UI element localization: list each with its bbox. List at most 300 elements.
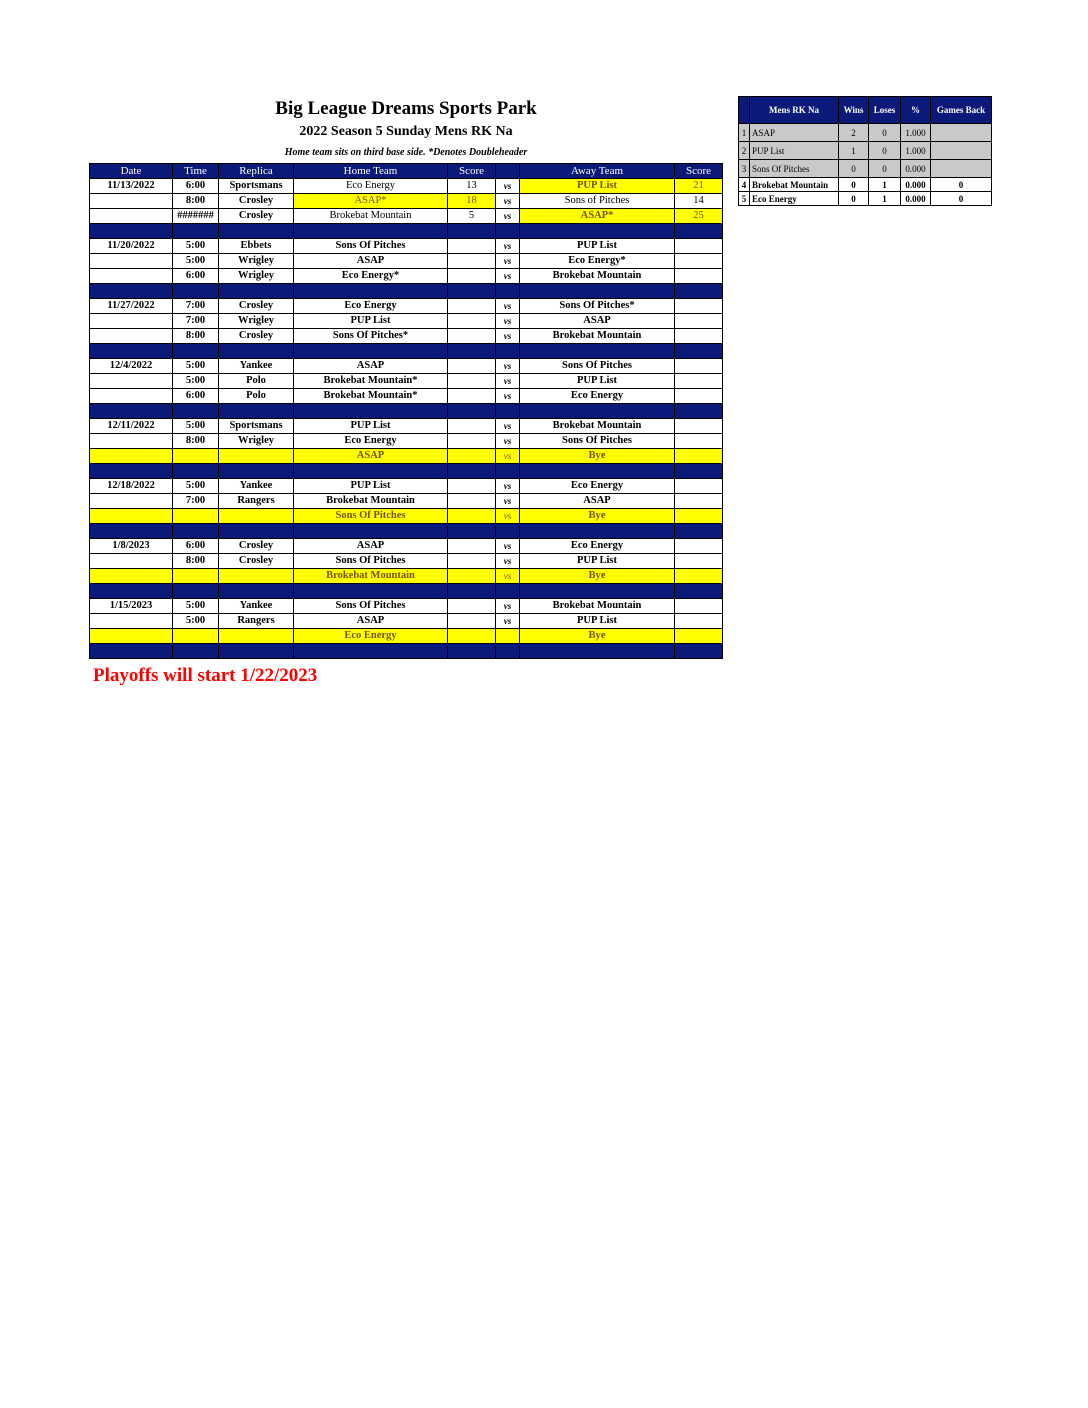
home-score <box>448 554 496 569</box>
away-team: PUP List <box>520 374 675 389</box>
game-field: Crosley <box>219 554 294 569</box>
home-team: Sons Of Pitches <box>294 239 448 254</box>
game-date: 11/20/2022 <box>90 239 173 254</box>
away-team: Sons Of Pitches <box>520 434 675 449</box>
col-header-away-team: Away Team <box>520 164 675 179</box>
vs-label: vs <box>496 179 520 194</box>
game-time: 6:00 <box>173 179 219 194</box>
game-field: Sportsmans <box>219 419 294 434</box>
home-score <box>448 299 496 314</box>
separator-cell <box>520 224 675 239</box>
standings-header-rank <box>739 97 750 124</box>
separator-cell <box>219 224 294 239</box>
separator-cell <box>496 464 520 479</box>
vs-label: vs <box>496 374 520 389</box>
game-date: 11/13/2022 <box>90 179 173 194</box>
week-separator <box>90 404 723 419</box>
home-score: 5 <box>448 209 496 224</box>
col-header-away-score: Score <box>675 164 723 179</box>
away-team: Sons Of Pitches <box>520 359 675 374</box>
schedule-note: Home team sits on third base side. *Denotes Doubleheader <box>284 147 528 158</box>
separator-cell <box>675 584 723 599</box>
vs-label: vs <box>496 359 520 374</box>
bye-team: Brokebat Mountain <box>294 569 448 584</box>
standings-wins: 2 <box>839 124 869 142</box>
game-date <box>90 329 173 344</box>
game-row <box>90 494 723 509</box>
game-field: Crosley <box>219 329 294 344</box>
game-row <box>90 599 723 614</box>
game-field: Rangers <box>219 494 294 509</box>
home-team: Sons Of Pitches <box>294 599 448 614</box>
away-team: ASAP <box>520 494 675 509</box>
game-field: Wrigley <box>219 314 294 329</box>
home-team: Eco Energy <box>294 179 448 194</box>
bye-score-cell <box>448 569 496 584</box>
separator-cell <box>496 284 520 299</box>
game-time: 7:00 <box>173 299 219 314</box>
standings-rank: 3 <box>739 160 750 178</box>
game-field: Sportsmans <box>219 179 294 194</box>
vs-label: vs <box>496 329 520 344</box>
home-team: PUP List <box>294 479 448 494</box>
game-field: Crosley <box>219 194 294 209</box>
separator-cell <box>294 524 448 539</box>
game-row <box>90 239 723 254</box>
standings-wins: 0 <box>839 178 869 192</box>
game-row <box>90 539 723 554</box>
schedule-table <box>89 163 723 659</box>
separator-cell <box>90 404 173 419</box>
game-row <box>90 359 723 374</box>
bye-date-cell <box>90 569 173 584</box>
home-score <box>448 314 496 329</box>
standings-rank: 5 <box>739 192 750 206</box>
standings-wins: 1 <box>839 142 869 160</box>
game-time: 8:00 <box>173 194 219 209</box>
away-score <box>675 269 723 284</box>
bye-date-cell <box>90 449 173 464</box>
standings-games-back <box>931 160 992 178</box>
game-row <box>90 434 723 449</box>
home-team: ASAP <box>294 614 448 629</box>
game-row <box>90 194 723 209</box>
away-team: ASAP* <box>520 209 675 224</box>
game-field: Polo <box>219 374 294 389</box>
game-time: 7:00 <box>173 494 219 509</box>
separator-cell <box>520 404 675 419</box>
standings-games-back <box>931 124 992 142</box>
separator-cell <box>219 344 294 359</box>
separator-cell <box>448 584 496 599</box>
game-field: Yankee <box>219 359 294 374</box>
standings-team: Sons Of Pitches <box>750 160 839 178</box>
home-score <box>448 539 496 554</box>
standings-pct: 0.000 <box>901 178 931 192</box>
vs-label: vs <box>496 554 520 569</box>
standings-wins: 0 <box>839 192 869 206</box>
home-team: Brokebat Mountain <box>294 209 448 224</box>
game-row <box>90 419 723 434</box>
separator-cell <box>294 464 448 479</box>
separator-cell <box>173 464 219 479</box>
bye-score-cell <box>448 509 496 524</box>
vs-label: vs <box>496 569 520 584</box>
col-header-replica: Replica <box>219 164 294 179</box>
standings-losses: 1 <box>869 178 901 192</box>
game-field: Yankee <box>219 479 294 494</box>
standings-pct: 0.000 <box>901 160 931 178</box>
separator-cell <box>520 464 675 479</box>
home-score <box>448 494 496 509</box>
away-score: 25 <box>675 209 723 224</box>
separator-cell <box>448 404 496 419</box>
vs-label: vs <box>496 539 520 554</box>
standings-team: ASAP <box>750 124 839 142</box>
standings-wins: 0 <box>839 160 869 178</box>
week-separator <box>90 644 723 659</box>
game-date <box>90 269 173 284</box>
vs-label: vs <box>496 254 520 269</box>
bye-label: Bye <box>520 449 675 464</box>
schedule-header-row <box>90 164 723 179</box>
separator-cell <box>219 284 294 299</box>
away-score <box>675 434 723 449</box>
bye-field-cell <box>219 509 294 524</box>
bye-label: Bye <box>520 629 675 644</box>
away-score <box>675 614 723 629</box>
separator-cell <box>520 584 675 599</box>
game-field: Yankee <box>219 599 294 614</box>
standings-rank: 2 <box>739 142 750 160</box>
separator-cell <box>219 644 294 659</box>
separator-cell <box>173 644 219 659</box>
home-team: Eco Energy* <box>294 269 448 284</box>
game-time: 5:00 <box>173 419 219 434</box>
separator-cell <box>675 524 723 539</box>
away-score <box>675 299 723 314</box>
game-time: 5:00 <box>173 359 219 374</box>
standings-pct: 0.000 <box>901 192 931 206</box>
game-field: Crosley <box>219 209 294 224</box>
home-score <box>448 434 496 449</box>
bye-score-cell <box>448 629 496 644</box>
separator-cell <box>448 464 496 479</box>
game-time: 8:00 <box>173 329 219 344</box>
separator-cell <box>675 464 723 479</box>
separator-cell <box>496 644 520 659</box>
away-team: Brokebat Mountain <box>520 269 675 284</box>
separator-cell <box>173 224 219 239</box>
separator-cell <box>520 644 675 659</box>
separator-cell <box>219 464 294 479</box>
separator-cell <box>675 224 723 239</box>
separator-cell <box>496 404 520 419</box>
separator-cell <box>90 284 173 299</box>
game-time: ####### <box>173 209 219 224</box>
game-date: 12/18/2022 <box>90 479 173 494</box>
bye-row <box>90 629 723 644</box>
home-team: Sons Of Pitches* <box>294 329 448 344</box>
game-time: 5:00 <box>173 239 219 254</box>
away-score <box>675 374 723 389</box>
bye-row <box>90 449 723 464</box>
game-time: 6:00 <box>173 539 219 554</box>
bye-score-cell <box>675 449 723 464</box>
game-date: 11/27/2022 <box>90 299 173 314</box>
away-score <box>675 389 723 404</box>
standings-row <box>739 142 992 160</box>
separator-cell <box>173 284 219 299</box>
week-separator <box>90 524 723 539</box>
vs-label: vs <box>496 434 520 449</box>
col-header-date: Date <box>90 164 173 179</box>
game-row <box>90 269 723 284</box>
home-team: ASAP* <box>294 194 448 209</box>
away-score: 14 <box>675 194 723 209</box>
game-date <box>90 434 173 449</box>
home-score <box>448 389 496 404</box>
game-time: 6:00 <box>173 389 219 404</box>
separator-cell <box>448 344 496 359</box>
standings-table <box>738 96 992 206</box>
separator-cell <box>90 464 173 479</box>
separator-cell <box>675 404 723 419</box>
game-row <box>90 209 723 224</box>
game-time: 8:00 <box>173 434 219 449</box>
home-score <box>448 269 496 284</box>
bye-label: Bye <box>520 509 675 524</box>
separator-cell <box>90 344 173 359</box>
vs-label: vs <box>496 509 520 524</box>
week-separator <box>90 464 723 479</box>
game-time: 5:00 <box>173 254 219 269</box>
home-team: ASAP <box>294 539 448 554</box>
game-row <box>90 329 723 344</box>
separator-cell <box>448 224 496 239</box>
vs-label: vs <box>496 269 520 284</box>
game-date <box>90 194 173 209</box>
game-time: 6:00 <box>173 269 219 284</box>
home-score: 13 <box>448 179 496 194</box>
home-score <box>448 329 496 344</box>
game-date <box>90 494 173 509</box>
away-score <box>675 329 723 344</box>
bye-field-cell <box>219 449 294 464</box>
away-score <box>675 539 723 554</box>
separator-cell <box>675 344 723 359</box>
home-score <box>448 599 496 614</box>
vs-label: vs <box>496 389 520 404</box>
game-field: Wrigley <box>219 434 294 449</box>
away-team: Brokebat Mountain <box>520 329 675 344</box>
game-field: Wrigley <box>219 269 294 284</box>
vs-label: vs <box>496 449 520 464</box>
standings-row <box>739 178 992 192</box>
bye-field-cell <box>219 569 294 584</box>
home-team: Brokebat Mountain <box>294 494 448 509</box>
game-field: Wrigley <box>219 254 294 269</box>
standings-header-team: Mens RK Na <box>750 97 839 124</box>
standings-losses: 0 <box>869 160 901 178</box>
home-team: Eco Energy <box>294 434 448 449</box>
bye-time-cell <box>173 629 219 644</box>
bye-team: Sons Of Pitches <box>294 509 448 524</box>
bye-label: Bye <box>520 569 675 584</box>
standings-team: Brokebat Mountain <box>750 178 839 192</box>
standings-row <box>739 192 992 206</box>
standings-games-back <box>931 142 992 160</box>
bye-team: Eco Energy <box>294 629 448 644</box>
away-score <box>675 554 723 569</box>
separator-cell <box>675 644 723 659</box>
game-field: Rangers <box>219 614 294 629</box>
vs-label: vs <box>496 239 520 254</box>
game-row <box>90 554 723 569</box>
separator-cell <box>173 344 219 359</box>
game-date: 1/8/2023 <box>90 539 173 554</box>
game-row <box>90 299 723 314</box>
away-team: Sons Of Pitches* <box>520 299 675 314</box>
col-header-vs <box>496 164 520 179</box>
home-team: ASAP <box>294 254 448 269</box>
game-time: 5:00 <box>173 614 219 629</box>
game-date: 1/15/2023 <box>90 599 173 614</box>
bye-date-cell <box>90 509 173 524</box>
away-team: Brokebat Mountain <box>520 419 675 434</box>
separator-cell <box>294 404 448 419</box>
separator-cell <box>448 524 496 539</box>
standings-header-pct: % <box>901 97 931 124</box>
game-row <box>90 179 723 194</box>
vs-label <box>496 629 520 644</box>
standings-pct: 1.000 <box>901 124 931 142</box>
separator-cell <box>448 284 496 299</box>
game-date <box>90 374 173 389</box>
game-date: 12/11/2022 <box>90 419 173 434</box>
home-team: Sons Of Pitches <box>294 554 448 569</box>
vs-label: vs <box>496 614 520 629</box>
separator-cell <box>496 584 520 599</box>
game-time: 5:00 <box>173 599 219 614</box>
standings-pct: 1.000 <box>901 142 931 160</box>
game-row <box>90 314 723 329</box>
game-field: Crosley <box>219 539 294 554</box>
standings-rank: 1 <box>739 124 750 142</box>
game-row <box>90 614 723 629</box>
vs-label: vs <box>496 599 520 614</box>
separator-cell <box>496 224 520 239</box>
game-row <box>90 254 723 269</box>
separator-cell <box>219 404 294 419</box>
standings-losses: 0 <box>869 142 901 160</box>
game-time: 7:00 <box>173 314 219 329</box>
separator-cell <box>448 644 496 659</box>
home-score <box>448 254 496 269</box>
game-field: Polo <box>219 389 294 404</box>
away-team: Eco Energy <box>520 479 675 494</box>
separator-cell <box>90 224 173 239</box>
home-score <box>448 359 496 374</box>
standings-games-back: 0 <box>931 178 992 192</box>
game-row <box>90 374 723 389</box>
away-score <box>675 239 723 254</box>
away-score <box>675 359 723 374</box>
bye-date-cell <box>90 629 173 644</box>
home-score <box>448 374 496 389</box>
game-time: 5:00 <box>173 374 219 389</box>
away-team: Sons of Pitches <box>520 194 675 209</box>
away-score <box>675 494 723 509</box>
standings-row <box>739 160 992 178</box>
col-header-home-team: Home Team <box>294 164 448 179</box>
separator-cell <box>520 524 675 539</box>
separator-cell <box>90 524 173 539</box>
bye-score-cell <box>675 629 723 644</box>
separator-cell <box>294 224 448 239</box>
standings-games-back: 0 <box>931 192 992 206</box>
away-score: 21 <box>675 179 723 194</box>
game-row <box>90 479 723 494</box>
away-team: Eco Energy <box>520 389 675 404</box>
week-separator <box>90 224 723 239</box>
standings-header-losses: Loses <box>869 97 901 124</box>
col-header-time: Time <box>173 164 219 179</box>
home-team: ASAP <box>294 359 448 374</box>
standings-row <box>739 124 992 142</box>
home-team: Brokebat Mountain* <box>294 374 448 389</box>
separator-cell <box>294 584 448 599</box>
col-header-home-score: Score <box>448 164 496 179</box>
away-team: PUP List <box>520 239 675 254</box>
away-team: PUP List <box>520 179 675 194</box>
page-subtitle: 2022 Season 5 Sunday Mens RK Na <box>299 124 513 139</box>
away-team: Eco Energy <box>520 539 675 554</box>
away-team: PUP List <box>520 554 675 569</box>
standings-rank: 4 <box>739 178 750 192</box>
vs-label: vs <box>496 194 520 209</box>
game-date <box>90 614 173 629</box>
away-score <box>675 419 723 434</box>
bye-time-cell <box>173 449 219 464</box>
bye-field-cell <box>219 629 294 644</box>
playoffs-note: Playoffs will start 1/22/2023 <box>93 665 318 686</box>
bye-score-cell <box>675 569 723 584</box>
separator-cell <box>90 584 173 599</box>
game-time: 5:00 <box>173 479 219 494</box>
away-team: Eco Energy* <box>520 254 675 269</box>
week-separator <box>90 344 723 359</box>
home-score <box>448 479 496 494</box>
game-date: 12/4/2022 <box>90 359 173 374</box>
standings-losses: 0 <box>869 124 901 142</box>
vs-label: vs <box>496 494 520 509</box>
away-score <box>675 479 723 494</box>
away-score <box>675 254 723 269</box>
bye-row <box>90 569 723 584</box>
week-separator <box>90 584 723 599</box>
game-field: Ebbets <box>219 239 294 254</box>
home-team: Eco Energy <box>294 299 448 314</box>
standings-header-row <box>739 97 992 124</box>
game-time: 8:00 <box>173 554 219 569</box>
game-date <box>90 314 173 329</box>
vs-label: vs <box>496 299 520 314</box>
bye-row <box>90 509 723 524</box>
game-date <box>90 554 173 569</box>
standings-header-games-back: Games Back <box>931 97 992 124</box>
standings-losses: 1 <box>869 192 901 206</box>
